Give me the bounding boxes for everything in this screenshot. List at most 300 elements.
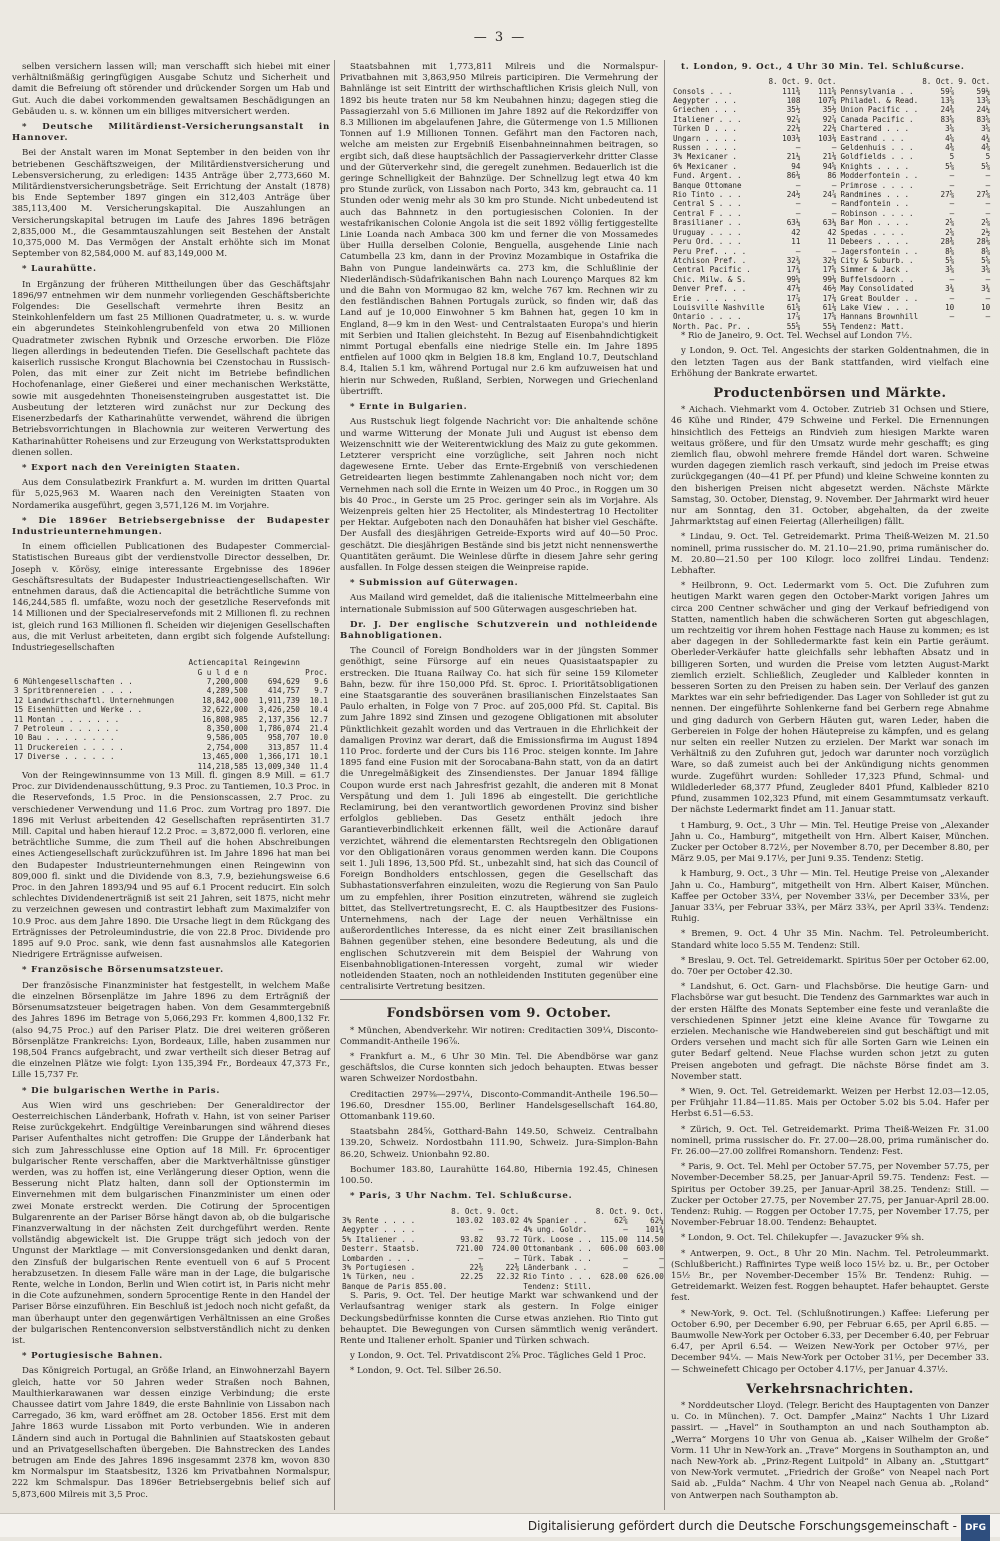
table-cell: 22⅜ [505,1262,520,1272]
table-cell: Türk. Loose . . [523,1234,592,1244]
london-quotes-table [671,77,992,331]
table-cell: — [514,1225,520,1235]
paragraph: Das Königreich Portugal, an Größe Irland, an Einwohnerzahl Bayern gleich, hatte vor 50 Jahren weder Straßen noch Bahnen, Maulthierkarawanen war dessen einzige Verbindung; die erste Chaussee datirt vom Jahre 1849, die erste Bahnlinie von Lissabon nach Carregado, 36 km, ward eröffnet am 28. October 1856. Erst mit dem Jahre 1863 wurde Lissabon mit Porto verbunden. Wie in anderen Ländern sind auch in Portugal die Bahnlinien auf Staatskosten gebaut und an Privatgesellschaften übergeben. Die Bahnstrecken des Landes betrugen am Ende des Jahres 1896 insgesammt 2378 km, wovon 830 km Normalspur im Staatsbesitz, 1326 km Privatbahnen Normalspur, 222 km Schmalspur. Das 1896er Betriebsergebnis belief sich auf 5,873,600 Milreis mit 3,5 Proc. [12,1366,330,1500]
table-cell: 313,857 [267,742,300,752]
table-cell: 10.1 [309,695,328,705]
table-cell: 2,137,356 [258,714,300,724]
article-heading: * Deutsche Militärdienst-Versicherungsanstalt in Hannover. [12,122,330,144]
table-cell: Atchison Pref. . [673,255,747,265]
table-cell: 4⅝ [945,133,955,143]
table-cell: Brasilianer . . [673,218,742,228]
table-cell: 114.50 [636,1234,664,1244]
table-cell: — [985,208,991,218]
table-header [521,1207,594,1216]
table-cell: 10 Bau . . . . . . . . [14,733,115,743]
table-cell: 5% Italiener . . [342,1234,416,1244]
table-cell: 2½ [981,227,991,237]
table-row [671,171,992,180]
table-cell: 724.00 [491,1244,520,1254]
table-cell: 3⅝ [945,124,955,134]
table-row [12,705,330,714]
table-row [671,218,992,227]
table-cell: 4⅜ [981,143,991,153]
paragraph: * Wien, 9. Oct. Tel. Getreidemarkt. Weizen per Herbst 12.03—12.05, per Frühjahr 11.84—11.85. Mais per October 5.02 bis 5.04. Hafer per Herbst 6.51—6.53. [671,1086,989,1120]
table-cell: 114,218,585 [197,761,248,771]
table-cell: 721.00 [455,1244,484,1254]
table-row [671,294,992,303]
table-cell: 93.72 [496,1234,520,1244]
table-cell: — [949,312,955,322]
paragraph: * München, Abendverkehr. Wir notiren: Creditactien 309¼, Disconto-Commandit-Antheile 196⅞. [340,1025,658,1047]
table-cell: 22.25 [460,1272,484,1282]
table-row [671,134,992,143]
table-cell: Robinson . . . . [840,208,914,218]
table-cell: 628.00 [600,1272,628,1282]
table-cell: 111⅜ [782,86,801,96]
paragraph: y London, 9. Oct. Tel. Angesichts der starken Goldentnahmen, die in den letzten Tagen aus der Bank stattfanden, wird vielfach eine Erhöhung der Bankrate erwartet. [671,346,989,379]
table-cell: Buffelsdoorn . . [840,274,914,284]
industry-table-body [12,677,330,771]
table-cell: 9.6 [314,676,328,686]
table-cell: — [659,1253,664,1263]
table-cell: — [795,246,801,256]
table-cell: May Consolidated [840,284,914,294]
table-cell: 28⅛ [976,237,991,247]
table-cell: Central S . . . [673,199,742,209]
paragraph: * Landshut, 6. Oct. Garn- und Flachsbörse. Die heutige Garn- und Flachsbörse war gut besucht. Die Tendenz des Garnmarktes war auch in der ersten Hälfte des Monats September eine feste und veranlaßte die verschiedenen Spinner jetzt eine kleine Avance für Towgarne zu erzielen. Mechanische wie Handwebereien sind gut beschäftigt und mit Orders versehen und macht sich für alle Sorten Garn wie Leinen ein guter Bedarf geltend. Neue Flachse wurden schon jetzt zu guten Preisen angeboten und gefragt. Die nächste Börse findet am 3. November statt. [671,982,989,1082]
paragraph: * Norddeutscher Lloyd. (Telegr. Bericht des Hauptagenten von Danzer u. Co. in München). 7. Oct. Dampfer „Mainz“ Nachts 1 Uhr Lizard passirt. — „Havel“ in Southampton an und nach Southampton ab. „Werra“ Morgens 10 Uhr von Genua ab. „Kaiser Wilhelm der Große“ Vorm. 11 Uhr in New-York an. „Trave“ Morgens in Southampton an, und nach New-York ab. „Prinz-Regent Luitpold“ in Albany an. „Stuttgart“ von New-York vermutet. „Friedrich der Große“ von Neapel nach Port Said ab. „Fulda“ Nachm. 4 Uhr von Neapel nach Genua ab. „Roland“ von Antwerpen nach Southampton ab. [671,1401,989,1501]
table-cell: Chartered . . . [840,124,910,134]
table-cell: 111⅝ [818,86,837,96]
table-cell: 2,754,000 [206,742,248,752]
table-cell: — [623,1225,628,1235]
paris-quotes-table [340,1207,666,1292]
article-heading: * Laurahütte. [22,264,97,275]
table-row [671,87,992,96]
table-cell [630,1282,666,1291]
table-cell: 8⅝ [945,246,955,256]
table-cell: Modderfontein . . [840,171,919,181]
table-cell: 63¼ [786,218,801,228]
table-cell: 55⅝ [786,321,801,331]
table-header: 8. Oct. [451,1206,484,1216]
table-cell: 62¼ [650,1215,664,1225]
table-header: 8. Oct. [768,77,801,87]
table-cell: 103.02 [455,1215,484,1225]
column-left [12,62,330,1502]
paragraph: Creditactien 297⅜—297¼, Disconto-Commandit-Antheile 196.50—196.60, Dresdner 155.00, Berliner Handelsgesellschaft 164.80, Ottomanbank 119.60. [340,1089,658,1123]
article-heading: t. London, 9. Oct., 4 Uhr 30 Min. Tel. Schlußcurse. [681,62,965,72]
table-header [671,77,766,86]
table-cell: 32¾ [786,255,801,265]
table-cell [485,1282,521,1291]
table-cell: — [985,171,991,181]
table-cell: 9,586,005 [206,733,248,743]
section-heading-fonds: Fondsbörsen vom 9. October. [386,1006,612,1022]
table-row [671,312,992,321]
table-cell: City & Suburb. . [840,255,914,265]
table-row [12,696,330,705]
paragraph: Aus Mailand wird gemeldet, daß die italienische Mittelmeerbahn eine internationale Submission auf 500 Güterwagen ausgeschrieben hat. [340,593,658,615]
table-cell: North. Pac. Pr. . [673,321,751,331]
table-cell: 13,009,340 [254,761,300,771]
table-cell: Italiener . . . [673,114,742,124]
paragraph: * Bremen, 9. Oct. 4 Uhr 35 Min. Nachm. Tel. Petroleumbericht. Standard white loco 5.55 M. Tendenz: Still. [671,929,989,951]
table-cell: Denver Pref. . . [673,284,747,294]
table-row [671,115,992,124]
table-cell: Great Boulder . . [840,293,919,303]
table-cell: 10 [945,302,955,312]
paragraph: * Rio de Janeiro, 9. Oct. Tel. Wechsel auf London 7½. [681,331,913,342]
table-cell: 3% Rente . . . . [342,1215,416,1225]
table-header-row [671,77,992,86]
dfg-logo: DFG [961,1515,990,1541]
table-cell: 7,200,000 [206,676,248,686]
table-cell: 414,757 [267,686,300,696]
table-header-row [340,1207,666,1216]
table-cell: 35½ [822,105,837,115]
table-row [12,724,330,733]
table-cell: 99⅝ [786,274,801,284]
paragraph: Bei der Anstalt waren im Monat September in den beiden von ihr betriebenen Geschäftszweigen, der Militärdienstversicherung und Lebensversicherung, zu erledigen: 1435 Anträge über 2,773,660 M. Militärdienstversicherungsbeträge. Seit Errichtung der Anstalt (1878) bis Ende September 1897 gingen ein 312,403 Anträge über 385,113,400 M. Versicherungskapital. Die Auszahlungen an Versicherungskapital betrugen im Laufe des Jahres 1896 beträgen 2,835,000 M., die Gesammtauszahlungen seit Bestehen der Anstalt 10,375,000 M. Das Vermögen der Anstalt erhöhte sich im Monat September von 82,584,000 M. auf 83,149,000 M. [12,148,330,260]
table-row [671,199,992,208]
table-cell: 28⅜ [940,237,955,247]
table-row [671,303,992,312]
article-heading: Dr. J. Der englische Schutzverein und nothleidende Bahnobligationen. [340,619,658,641]
table-cell: 5 [985,152,991,162]
table-cell: Randmines . . . [840,190,910,200]
table-cell: 92⅞ [786,114,801,124]
section-heading-traffic: Verkehrsnachrichten. [746,1381,914,1397]
table-cell [920,322,956,331]
table-cell: Länderbank . . [523,1262,588,1272]
table-cell: — [985,274,991,284]
table-row [671,247,992,256]
table-cell: 12.7 [309,714,328,724]
table-cell: — [831,208,837,218]
table-cell: Pennsylvania . . [840,86,914,96]
table-cell: 5⅝ [945,255,955,265]
table-cell: Banque Ottomane [673,180,742,190]
paragraph: Aus Wien wird uns geschrieben: Der Generaldirector der Oesterreichischen Länderbank, Hofrath v. Hahn, ist von seiner Pariser Reise zurückgekehrt. Endgültige Vereinbarungen sind während dieses Pariser Aufenthaltes nicht getroffen: Die Gruppe der Länderbank hat sich zum Jahresschlusse eine Option auf 18 Mill. Fr. 6procentiger bulgarischer Rente verschaffen, aber die Marktverhältnisse günstiger werden, was zu hoffen ist, eine Verlängerung dieser Option, wenn die Besserung nicht Platz halten, dann soll der Optionstermin im Einvernehmen mit dem bulgarischen Finanzminister um einen oder zwei Monate erstreckt werden. Die Cotirung der 5procentigen Bulgarenrente an der Pariser Börse hängt davon ab, ob die bulgarische Finanzverwaltung in der nächsten Zeit durchgeführt werden. Rente vollständig abgewickelt ist. Die Gruppe trägt sich jedoch von der Ungunst der Marktlage — mit Conversionsgedanken und denkt daran, den Zinsfuß der bulgarischen Rente eventuell von 6 auf 5 Procent herabzusetzen. In diesem Falle wäre man in der Lage, die bulgarische Rente, welche in London, Berlin und Wien cotirt ist, in Paris nicht mehr in die Cote aufzunehmen, sondern 5procentige Rente in den Handel der Pariser Börse einzuführen. Ein Beschluß ist jedoch noch nicht gefaßt, da man überhaupt unter den gegenwärtigen Verhältnissen an eine Großes der bulgarischen Rentenconversion selbstverständlich nicht zu denken ist. [12,1100,330,1346]
table-cell: 22⅜ [469,1262,484,1272]
table-cell: 8⅝ [981,246,991,256]
table-cell: Desterr. Staatsb. [342,1244,420,1254]
table-cell: 11 Druckereien . . . . . [14,742,124,752]
table-cell: 958,707 [267,733,300,743]
table-cell: 1,911,739 [258,695,300,705]
table-cell: 46½ [822,284,837,294]
table-cell: Russen . . . . [673,143,738,153]
paragraph: Der französische Finanzminister hat festgestellt, in welchem Maße die einzelnen Börsenplätze im Jahre 1896 zu dem Erträgniß der Börsenumsatzsteuer beigetragen haben. Von dem Gesammtergebniß des Jahres 1896 im Betrage von 5,066,293 Fr. kommen 4,800,132 Fr. (also 94,75 Proc.) auf den Pariser Platz. Die drei weiteren größeren Börsenplätze Frankreichs: Lyon, Bordeaux, Lille, haben zusammen nur 198,504 Francs aufgebracht, und zwar vertheilt sich dieser Betrag auf die einzelnen Plätze wie folgt: Lyon 135,394 Fr., Bordeaux 47,373 Fr., Lille 15,737 Fr. [12,980,330,1081]
table-cell: 11.4 [309,761,328,771]
table-cell: 6% Mexicaner . [673,161,738,171]
table-row [671,152,992,161]
table-cell: — [949,199,955,209]
table-cell: Eastrand . . . [840,133,905,143]
table-cell: 4¾ [981,133,991,143]
table-cell: 103.02 [491,1215,520,1225]
table-header: G u l d e n [197,667,248,677]
table-cell: 17⅞ [786,312,801,322]
paragraph: y London, 9. Oct. Tel. Privatdiscont 2⅝ Proc. Tägliches Geld 1 Proc. [350,1351,646,1362]
table-cell: 107⅝ [818,96,837,106]
column-right [671,62,989,1502]
table-cell: 17 Diverse . . . . . . [14,752,115,762]
table-cell: — [831,199,837,209]
table-cell: Goldfields . . . [840,152,914,162]
table-cell: 606.00 [600,1244,628,1254]
article-heading: * Portugiesische Bahnen. [22,1351,164,1362]
table-cell: Central Pacific . [673,265,751,275]
table-cell: 27⅝ [976,190,991,200]
table-cell: Rio Tinto . . . [673,190,742,200]
table-cell: 5⅝ [981,255,991,265]
paragraph: selben versichern lassen will; man verschafft sich hiebei mit einer verhältnißmäßig geringfügigen Ausgabe Schutz und Sicherheit und damit die Befreiung oft störender und drückender Sorgen um Hab und Gut. Auch die dabei vorkommenden gewaltsamen Beschädigungen an Gebäuden u. s. w. können um ein billiges mitversichert werden. [12,62,330,117]
table-row [12,677,330,686]
table-cell: — [949,208,955,218]
table-cell: Tendenz: Matt. [840,321,905,331]
table-cell: 3¾ [981,284,991,294]
article-heading: * Ernte in Bulgarien. [350,402,468,413]
table-cell: 21.4 [309,724,328,733]
table-cell: 21⅛ [822,152,837,162]
table-row [671,105,992,114]
table-cell: Hannans Brownhill [840,312,919,322]
table-row [671,275,992,284]
table-cell: 12 Landwirthschaftl. Unternehmungen [14,695,175,705]
table-cell: 10.0 [309,733,328,743]
table-cell: — [831,246,837,256]
table-row [340,1254,666,1263]
table-cell: 55¼ [822,321,837,331]
table-cell: 8,350,000 [206,724,248,733]
table-row [671,256,992,265]
industry-table [12,658,330,771]
table-cell: 11 [827,237,837,247]
table-cell: — [623,1253,628,1263]
table-cell: Consols . . . [673,86,733,96]
table-cell: — [949,171,955,181]
table-cell: Fund. Argent. . [673,171,742,181]
column-middle [340,62,664,1502]
paragraph: * Breslau, 9. Oct. Tel. Getreidemarkt. Spiritus 50er per October 62.00, do. 70er per October 42.30. [671,955,989,977]
table-header [12,668,184,677]
paragraph: Aus dem Consulatbezirk Frankfurt a. M. wurden im dritten Quartal für 5,025,963 M. Waaren nach den Vereinigten Staaten von Nordamerika ausgeführt, gegen 3,571,126 M. im Vorjahre. [12,478,330,511]
table-cell: 35½ [786,105,801,115]
table-cell: Central F . . . [673,208,742,218]
table-row [12,762,330,771]
table-cell: 83⅝ [940,114,955,124]
table-cell: 24½ [786,190,801,200]
digitization-footer [0,1513,1000,1537]
paragraph: Von der Reingewinnsumme von 13 Mill. fl. gingen 8.9 Mill. = 61.7 Proc. zur Dividendenausschüttung, 9.3 Proc. zu Tantiemen, 10.3 Proc. in die Reservefonds, 1.5 Proc. in die Pensionscassen, 2.7 Proc. zu verschiedener Verwendung und 11.6 Proc. zum Vortrag pro 1897. Die 1896 mit Verlust arbeitenden 42 Gesellschaften repräsentirten 31.7 Mill. Capital und haben hierauf 12.2 Proc. = 3,872,000 fl. verloren, eine beträchtliche Summe, die zum Theil auf die hohen Abschreibungen eines Actiengesellschaft zurückzuführen ist. Im Jahre 1896 hat man bei den Budapester Industrieunternehmungen einen Reingewinn von 809,000 fl. sinkt und die Dividende von 8.3, 7.9, beziehungsweise 6.6 Proc. in den Jahren 1893/94 und 95 auf 6.1 Procent reducirt. Ein solch schlechtes Dividendenerträgniß ist seit 21 Jahren, seit 1875, nicht mehr zu verzeichnen gewesen und contrastirt lebhaft zum Maximalzifer von 10.9 Proc. aus dem Jahre 1890. Die Ursache liegt in dem Rückgang des Erträgnisses der Petroleumindustrie, die von 22.8 Proc. Dividende pro 1895 auf 9.0 Proc. sank, wie denn fast ausnahmslos alle Kategorien Niedrigere Erträgnisse aufweisen. [12,771,330,961]
table-row [671,228,992,237]
table-cell: 15 Eisenhütten und Werke . . [14,705,143,715]
table-cell: 10 [981,302,991,312]
table-row [340,1282,666,1291]
table-header: Actiencapital [188,658,248,668]
table-header [340,1207,449,1216]
table-cell: 626.00 [636,1272,664,1282]
table-row [671,143,992,152]
table-cell: 16,808,985 [202,714,248,724]
table-cell: — [949,274,955,284]
paris-table-body [340,1216,666,1291]
table-row [12,752,330,761]
table-cell: Türken D . . . [673,124,738,134]
table-cell: 1,366,171 [258,752,300,762]
table-row [12,715,330,724]
table-cell [594,1282,630,1291]
table-row [671,322,992,331]
paragraph: * Heilbronn, 9. Oct. Ledermarkt vom 5. Oct. Die Zufuhren zum heutigen Markt waren gegen den October-Markt vorigen Jahres um circa 200 Centner schwächer und ging der Verkauf befriedigend von Statten, namentlich haben die schwächeren Sorten gut abgeschlagen, um rechtzeitig vor ihrem hohen Festtage nach Hause zu kommen; es ist aber dagegen in der Sohlledermarkte fast kein ein Partie geräumt. Oberleder-Verkäufer hatte gleichfalls sehr lebhaften Absatz und in billigeren Sorten, und wurden die Preise vom letzten August-Markt ziemlich erzielt. Schließlich, Zeugleder und Kalbleder konnten in besseren Sorten zu den Preisen zu haben sein. Der Verlauf des ganzen Marktes war ein sehr befriedigender. Das Lager von Sohlleder ist gut zu nennen. Der eingeführte Sohlenkerne fand bei Gerbern rege Abnahme und ging dadurch von Gerbern Häuten gut, waren Leder, haben die Gerbereien in Folge der hohen Häutepreise zu kämpfen, und es gelang nur selten ein reeller Nutzen zu erzielen. Der Markt war sonach im Verhältniß zu den Zufuhren gut, jedoch war darunter noch vorzüglich Ware, so daß zumeist auch bei der Ankündigung nichts genommen wurde. Zugeführt wurden: Sohlleder 17,323 Pfund, Schmal- und Wildlederleder 68,377 Pfund, Zeugleder 8401 Pfund, Kalbleder 8210 Pfund, zusammen 102,323 Pfund, mit einem Gesammtumsatz verkauft. Der nächste Ledermarkt findet am 11. Januar statt. [671,581,989,816]
table-header: 8. Oct. [922,77,955,87]
table-cell: Knights . . . . [840,161,910,171]
column-divider [334,60,335,1510]
table-cell: 86 [827,171,837,181]
table-cell: — [949,293,955,303]
table-cell: Chic. Milw. & S. [673,274,747,284]
article-heading: * Paris, 3 Uhr Nachm. Tel. Schlußcurse. [350,1191,573,1202]
table-row [671,284,992,293]
table-cell: 3⅝ [945,265,955,275]
table-row [12,743,330,752]
table-cell: 3% Mexicaner . [673,152,738,162]
paragraph: * London, 9. Oct. Tel. Chilekupfer —. Javazucker 9⅝ sh. [681,1233,925,1244]
paragraph: Staatsbahnen mit 1,773,811 Milreis und die Normalspur-Privatbahnen mit 3,863,950 Milreis participiren. Die Vermehrung der Bahnlänge ist seit Eintritt der wirthschaftlichen Krisis gleich Null, von 1892 bis heute traten nur 58 km Neubahnen hinzu; dagegen stieg die Passagierzahl von 5.6 Millionen im Jahre 1892 auf die Rekordziffer von 8.3 Millionen im abgelaufenen Jahre, die Gütermenge von 1.5 Millionen Tonnen auf 1.9 Millionen Tonnen. Gefährt man den Factoren nach, welche am meisten zur Ergebniß Eisenbahneinnahmen beitragen, so ergibt sich, daß diese hauptsächlich der Passagierverkehr dritter Classe und der Güterverkehr sind, die geregelt zunehmen. Bedauerlich ist die geringe Schnelligkeit der Bahnzüge. Der Schnellzug legt etwa 40 km pro Stunde zurück, von Lissabon nach Porto, 343 km, gebraucht ca. 11 Stunden oder wenig mehr als 30 km pro Stunde. Nicht unbedeutend ist auch das Bahnnetz in den portugiesischen Colonien. In der westafrikanischen Colonie Angola ist die seit 1892 völlig fertiggestellte Linie Loanda nach Ambaca 300 km und ferner die von Mossamedes über Huilla derselben Colonie, Benguella, ausgehende Linie nach Catumbella 23 km, dann in der Provinz Mozambique in Ostafrika die Bahn von Pungue landeinwärts ca. 273 km, die Schlußlinie der Niederländisch-Südafrikanischen Bahn nach Lourenço Marques 82 km und die Bahn von Mormugao 82 km, welche 767 km. Rechnen wir zu den festländischen Bahnen Portugals zurück, so finden wir, daß das Land auf je 10,000 Einwohner 5 km Bahnen hat, gegen 10 km in England, 8—9 km in den West- und Centralstaaten Europa's und hierin mit Serbien und Italien gleichsteht. In Bezug auf Eisenbahndichtigkeit nimmt Portugal ebenfalls eine niedrige Stelle ein. Im Jahre 1895 entfielen auf 1000 qkm in Belgien 18.8 km, England 10.7, Deutschland 8.4, Italien 5.1 km, während Portugal nur 2.6 km aufzuweisen hat und hierin nur Schweden, Rußland, Serbien, Norwegen und Griechenland übertrifft. [340,62,658,397]
article-heading: * Die 1896er Betriebsergebnisse der Budapester Industrieunternehmungen. [12,515,330,537]
paragraph: In einem officiellen Publicationen des Budapester Commercial-Statistischen Bureaus gibt der verdienstvolle Director desselben, Dr. Joseph v. Körösy, einige interessante Ergebnisse des 1896er Geschäftsresultats der Budapester Industrieactiengesellschaften. Wir entnehmen daraus, daß die Actiencapital die beträchtliche Summe von 146,244,585 fl. umfaßte, wozu noch der gesetzliche Reservefonds mit 14 Millionen und der Specialreservefonds mit 2 Millionen fl. zu rechnen ist, gleich rund 163 Millionen fl. Scheiden wir diejenigen Gesellschaften aus, die mit Verlust arbeiteten, dann ergibt sich folgende Aufstellung: Industriegesellschaften [12,542,330,653]
table-header-row [12,658,330,667]
table-cell: 93.82 [460,1234,484,1244]
table-cell: 13⅝ [976,96,991,106]
table-cell: 32,622,000 [202,705,248,715]
table-cell [956,322,992,331]
section-divider [340,999,658,1000]
table-cell: — [795,199,801,209]
table-row [671,265,992,274]
table-cell: Geldenhuis . . . [840,143,914,153]
table-cell: 1,786,074 [258,724,300,733]
table-cell: — [659,1262,664,1272]
table-header [838,77,920,86]
table-header [12,658,184,667]
table-cell: — [795,180,801,190]
table-cell: Peru Pref. . . . [673,246,747,256]
table-cell: 10.4 [309,705,328,715]
table-cell: Canada Pacific . [840,114,914,124]
table-cell: Louisville Nashville [673,302,765,312]
table-cell: — [985,293,991,303]
table-cell: Aegypter . . . . [342,1225,416,1235]
table-cell: 42 [791,227,801,237]
table-cell: 24¼ [976,105,991,115]
table-cell: 17⅝ [822,265,837,275]
section-heading-products: Productenbörsen und Märkte. [713,385,947,401]
table-cell: — [831,143,837,153]
table-cell: 9.7 [314,686,328,696]
table-header: 9. Oct. [487,1206,520,1216]
table-cell: 59⅞ [940,86,955,96]
table-cell: 2⅝ [945,227,955,237]
table-cell: Debeers . . . . [840,237,910,247]
table-header-row [12,668,330,677]
table-cell: 17¾ [786,265,801,275]
table-cell: 83⅝ [976,114,991,124]
article-heading: * Französische Börsenumsatzsteuer. [22,965,224,976]
table-cell: 63¼ [822,218,837,228]
table-row [671,237,992,246]
paragraph: t Hamburg, 9. Oct., 3 Uhr — Min. Tel. Heutige Preise von „Alexander Jahn u. Co., Hamburg“, mitgetheilt von Hrn. Albert Kaiser, München. Zucker per October 8.72½, per November 8.70, per December 8.80, per März 9.05, per Mai 9.17½, per Juni 9.35. Tendenz: Stetig. [671,820,989,865]
table-cell: Jagersfontein . . [840,246,919,256]
table-cell: 5⅝ [945,161,955,171]
table-cell [449,1282,485,1291]
table-cell: 99⅛ [822,274,837,284]
table-cell: Primrose . . . . [840,180,914,190]
table-cell: 6 Mühlengesellschaften . . [14,676,133,686]
table-cell: 3¾ [945,284,955,294]
table-header: Proc. [305,667,328,677]
table-cell: 2⅝ [981,218,991,228]
table-row [340,1225,666,1234]
table-cell: 59¼ [976,86,991,96]
paragraph: * Lindau, 9. Oct. Tel. Getreidemarkt. Prima Theiß-Weizen M. 21.50 nominell, prima russischer do. M. 21.10—21.90, prima rumänischer do. M. 20.80—21.50 per 100 Kilogr. loco zollfrei Lindau. Tendenz: Lebhafter. [671,532,989,577]
table-cell: 61⅛ [822,302,837,312]
table-header [302,658,330,667]
paragraph: * Antwerpen, 9. Oct., 8 Uhr 20 Min. Nachm. Tel. Petroleummarkt. (Schlußbericht.) Raffinirtes Type weiß loco 15½ bz. u. Br., per October 15½ Br., per November-December 15⅞ Br. Tendenz: Ruhig. — Getreidemarkt. Weizen fest. Roggen behauptet. Hafer behauptet. Gerste fest. [671,1248,989,1304]
table-cell: 3⅝ [981,124,991,134]
paragraph: Aus Rustschuk liegt folgende Nachricht vor: Die anhaltende schöne und warme Witterung der Monate Juli und August ist ebenso dem Weizenschnitt wie der Weiterentwicklung des Maiz zu gute gekommen. Letzterer verspricht eine vorzügliche, seit Jahren noch nicht dagewesene Ernte. Ueber das Ernte-Ergebniß von verschiedenen Getreidearten liegen bestimmte Zahlenangaben noch nicht vor; dem Vernehmen nach soll die Ernte in Weizen um 40 Proc., in Roggen um 30 bis 40 Proc., in Gerste um 25 Proc. geringer sein als im Vorjahre. Als Weizenpreis gelten hier 25 Hectoliter, als Mindestertrag 10 Hectoliter per Hektar. Aufgeboten nach den Donauhäfen hat bisher viel Geschäfte. Der Ausfall des diesjährigen Getreide-Exports wird auf 40—50 Proc. geschätzt. Die diesjährigen Bestände sind bis jetzt nicht nennenswerthe Quantitäten geräumt. Die Weinlese dürfte in diesem Jahre sehr gering ausfallen. In Folge dessen steigen die Weinpreise rapide. [340,417,658,573]
table-cell: 108 [786,96,801,106]
table-cell: 11 Montan . . . . . . . [14,714,120,724]
table-cell: Rio Tinto . . . [523,1272,592,1282]
table-row [671,181,992,190]
table-cell: 94⅝ [822,161,837,171]
footer-text: Digitalisierung gefördert durch die Deutsche Forschungsgemeinschaft - [527,1519,957,1533]
table-row [671,124,992,133]
table-cell: — [795,208,801,218]
table-row [671,209,992,218]
table-cell: 18,842,000 [202,695,248,705]
table-cell: 3,426,250 [258,705,300,715]
table-cell: Peru Ord. . . . [673,237,742,247]
table-cell: Union Pacific . . [840,105,919,115]
table-cell: 103⅛ [782,133,801,143]
table-row [340,1244,666,1253]
table-cell: 21¼ [786,152,801,162]
table-cell: 7 Petroleum . . . . . . [14,724,120,733]
table-cell: — [623,1262,628,1272]
table-cell: 3% Portugiesen . [342,1262,416,1272]
table-cell: — [985,312,991,322]
table-cell: 22⅛ [786,124,801,134]
table-cell: — [831,180,837,190]
paragraph: S. Paris, 9. Oct. Tel. Der heutige Markt war schwankend und der Verlaufsantrag weniger stark als gestern. In Folge einiger Deckungsbedürfnisse konnten die Curse etwas anziehen. Rio Tinto gut behauptet. Die Bewegungen von Cursen sämmtlich wenig verändert. Rente und Italiener erholt. Spanier und Türken schwach. [340,1291,658,1346]
table-cell: Erie . . . . . [673,293,738,303]
paragraph: * New-York, 9. Oct. Tel. (Schlußnotirungen.) Kaffee: Lieferung per October 6.90, per December 6.90, per Februar 6.65, per April 6.85. — Baumwolle New-York per October 6.33, per December 6.40, per Februar 6.47, per April 6.54. — Weizen New-York per October 97½, per December 94¼. — Mais New-York per October 31½, per December 33. — Schweinefett Chicago per October 4.17½, per Januar 4.37½. [671,1308,989,1375]
table-row [340,1235,666,1244]
table-cell: 694,629 [267,676,300,686]
table-cell: — [514,1253,520,1263]
table-cell: Uruguay . . . . [673,227,742,237]
table-cell: — [478,1253,484,1263]
table-cell: 4⅜ [945,143,955,153]
paragraph: * Aichach. Viehmarkt vom 4. October. Zutrieb 31 Ochsen und Stiere, 46 Kühe und Rinder, 479 Schweine und Ferkel. Die Ernennungen hinsichtlich des Fetteigs an Rindvieh zum hiesigen Markte waren weitaus größere, und für den Umsatz wurde mehr geschafft; es ging ziemlich flau, obwohl mehrere fremde Händel dort waren. Schweine wurden dagegen ziemlich rasch verkauft, sind jedoch im Preise etwas zurückgegangen (40—41 Pf. per Pfund) und kleine Schweine konnten zu den bisherigen Preisen nicht abgesetzt werden. Nächste Märkte Samstag, 30. October, Dienstag, 9. November. Der Jahrmarkt wird heuer nur am Sonntag, den 31. October, abgehalten, da der zweite Jahrmarktstag auf einen Feiertag (Allerheiligen) fällt. [671,405,989,528]
table-cell: 94 [791,161,801,171]
table-header: 8. Oct. [595,1206,628,1216]
table-row [12,686,330,695]
